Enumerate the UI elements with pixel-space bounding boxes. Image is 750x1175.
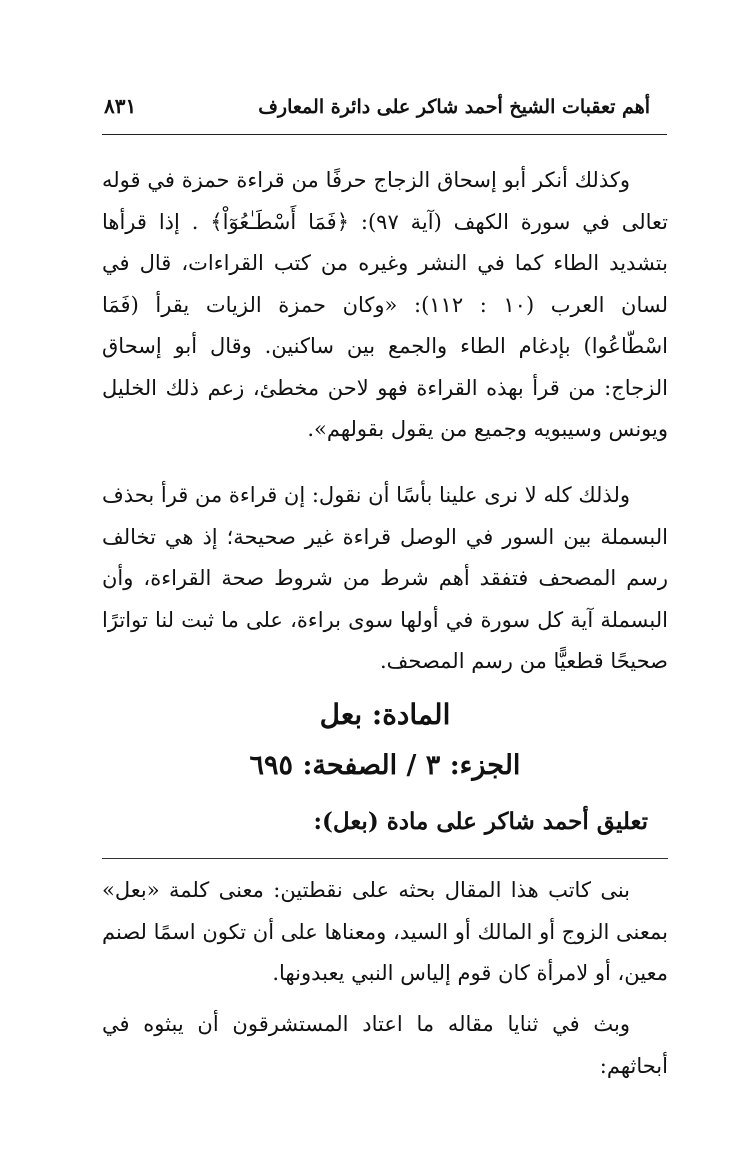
section-divider xyxy=(102,858,668,859)
volume-page-heading: الجزء: ٣ / الصفحة: ٦٩٥ xyxy=(249,750,521,781)
paragraph-zajjaj xyxy=(102,160,668,451)
commentary-title: تعليق أحمد شاكر على مادة (بعل): xyxy=(313,808,648,835)
material-heading: المادة: بعل xyxy=(319,698,451,731)
paragraph-basmala xyxy=(102,475,668,683)
paragraph-text: وكذلك أنكر أبو إسحاق الزجاج حرفًا من قراءة حمزة في قوله تعالى في سورة الكهف (آية ٩٧): ﴿فَمَا أَسْطَـٰعُوٓاْ﴾ . إذا قرأها بتشديد الطاء كما في النشر وغيره من كتب القراءات، قال في لسان العرب (١٠ : ١١٢): «وكان حمزة الزيات يقرأ (فَمَا اسْطّاعُوا) بإدغام الطاء والجمع بين ساكنين. وقال أبو إسحاق الزجاج: من قرأ بهذه القراءة فهو لاحن مخطئ، زعم ذلك الخليل ويونس وسيبويه وجميع من يقول بقولهم». xyxy=(102,168,669,441)
running-title: أهم تعقبات الشيخ أحمد شاكر على دائرة المعارف xyxy=(258,96,650,118)
header-rule xyxy=(102,134,667,135)
page-number: ٨٣١ xyxy=(104,94,137,118)
paragraph-text: ولذلك كله لا نرى علينا بأسًا أن نقول: إن قراءة من قرأ بحذف البسملة بين السور في الوصل قراءة غير صحيحة؛ إذ هي تخالف رسم المصحف فتفقد أهم شرط من شروط صحة القراءة، وأن البسملة آية كل سورة في أولها سوى براءة، على ما ثبت لنا تواترًا صحيحًا قطعيًّا من رسم المصحف. xyxy=(102,483,668,673)
paragraph-text: بنى كاتب هذا المقال بحثه على نقطتين: معنى كلمة «بعل» بمعنى الزوج أو المالك أو السيد، ومعناها على أن تكون اسمًا لصنم معين، أو لامرأة كان قوم إلياس النبي يعبدونها. xyxy=(102,878,668,985)
paragraph-article-basis xyxy=(102,870,668,995)
paragraph-orientalists xyxy=(102,1004,668,1087)
paragraph-text: وبث في ثنايا مقاله ما اعتاد المستشرقون أن يبثوه في أبحاثهم: xyxy=(102,1012,668,1078)
